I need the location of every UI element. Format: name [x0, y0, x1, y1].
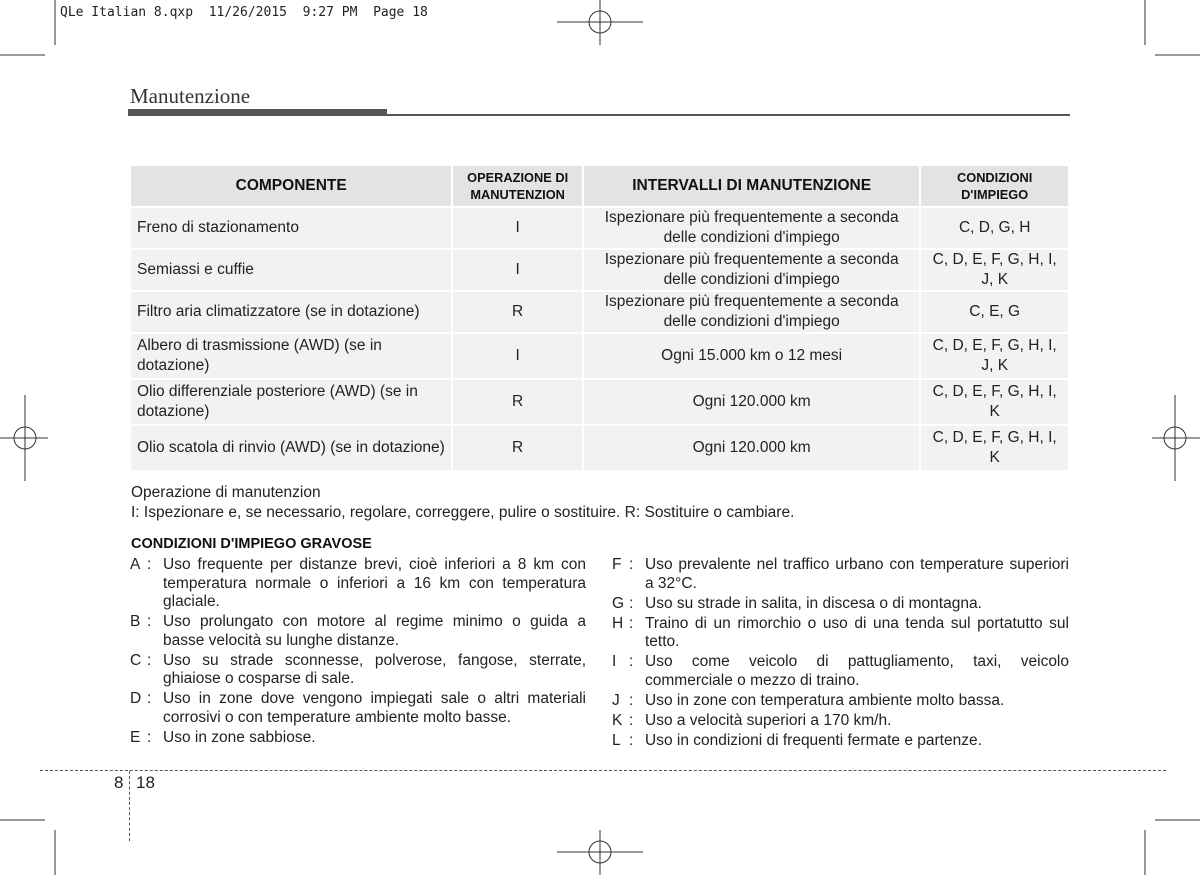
list-item: E : Uso in zone sabbiose.	[130, 729, 586, 748]
legend-text: I: Ispezionare e, se necessario, regolare, correggere, pulire o sostituire. R: Sostituire o cambiare.	[131, 504, 795, 521]
table-header-row	[131, 166, 1068, 206]
cell-component: Semiassi e cuffie	[131, 250, 451, 290]
list-item: J : Uso in zone con temperatura ambiente molto bassa.	[612, 692, 1069, 711]
maintenance-table	[129, 164, 1070, 472]
cell-operation: R	[453, 380, 582, 424]
cell-component: Freno di stazionamento	[131, 208, 451, 248]
registration-target-bottom	[557, 830, 643, 875]
legend-heading: Operazione di manutenzion	[131, 484, 321, 501]
cell-operation: I	[453, 208, 582, 248]
cell-interval: Ispezionare più frequentemente a seconda delle condizioni d'impiego	[584, 292, 919, 332]
list-item: G : Uso su strade in salita, in discesa o di montagna.	[612, 595, 1069, 614]
condition-text: Uso a velocità superiori a 170 km/h.	[645, 711, 892, 729]
section-title: Manutenzione	[130, 84, 251, 108]
cell-operation: R	[453, 426, 582, 470]
list-item: H : Traino di un rimorchio o uso di una tenda sul portatutto sul tetto.	[612, 614, 1069, 650]
conditions-list-right	[612, 556, 1069, 752]
list-item: B : Uso prolungato con motore al regime minimo o guida a basse velocità su lunghe distanze.	[130, 613, 586, 649]
list-item: K : Uso a velocità superiori a 170 km/h.	[612, 712, 1069, 731]
cell-component: Filtro aria climatizzatore (se in dotazione)	[131, 292, 451, 332]
condition-letter: I	[612, 653, 617, 670]
cell-operation: I	[453, 334, 582, 378]
condition-letter: C	[130, 651, 142, 669]
list-item: F : Uso prevalente nel traffico urbano con temperature superiori a 32°C.	[612, 556, 1069, 592]
condition-text: Uso prolungato con motore al regime minimo o guida a basse velocità su lunghe distanze.	[163, 613, 586, 649]
cell-interval: Ispezionare più frequentemente a seconda delle condizioni d'impiego	[584, 208, 919, 248]
list-item: I : Uso come veicolo di pattugliamento, taxi, veicolo commerciale o mezzo di traino.	[612, 653, 1069, 689]
condition-text: Uso su strade sconnesse, polverose, fangose, sterrate, ghiaiose o cosparse di sale.	[163, 651, 586, 687]
footer-vertical-rule	[129, 771, 130, 841]
condition-text: Uso come veicolo di pattugliamento, taxi, veicolo commerciale o mezzo di traino.	[645, 653, 1069, 689]
condition-letter: G	[612, 594, 625, 612]
condition-letter: J	[612, 691, 620, 709]
table-row	[131, 334, 1068, 378]
cell-interval: Ispezionare più frequentemente a seconda delle condizioni d'impiego	[584, 250, 919, 290]
condition-text: Uso prevalente nel traffico urbano con temperature superiori a 32°C.	[645, 556, 1069, 592]
condition-letter: H	[612, 614, 624, 632]
table-row	[131, 426, 1068, 470]
condition-letter: L	[612, 731, 621, 749]
registration-target-left	[0, 395, 48, 481]
table-row	[131, 380, 1068, 424]
condition-letter: K	[612, 711, 623, 729]
cell-component: Olio scatola di rinvio (AWD) (se in dotazione)	[131, 426, 451, 470]
list-item: D : Uso in zone dove vengono impiegati sale o altri materiali corrosivi o con temperature ambiente molto basse.	[130, 690, 586, 726]
table-row	[131, 250, 1068, 290]
header-conditions: CONDIZIONI D'IMPIEGO	[921, 166, 1068, 206]
cell-conditions: C, D, E, F, G, H, I, J, K	[921, 250, 1068, 290]
list-item: A : Uso frequente per distanze brevi, cioè inferiori a 8 km con temperatura normale o inferiori a 16 km con temperatura glaciale.	[130, 556, 586, 610]
cell-operation: R	[453, 292, 582, 332]
page-number: 18	[136, 773, 155, 792]
condition-text: Uso frequente per distanze brevi, cioè inferiori a 8 km con temperatura normale o inferiori a 16 km con temperatura glaciale.	[163, 556, 586, 610]
footer-rule	[40, 770, 1166, 771]
cell-conditions: C, D, E, F, G, H, I, K	[921, 426, 1068, 470]
condition-text: Uso in zone dove vengono impiegati sale o altri materiali corrosivi o con temperature ambiente molto basse.	[163, 690, 586, 726]
table-row	[131, 292, 1068, 332]
condition-text: Uso su strade in salita, in discesa o di montagna.	[645, 594, 982, 612]
condition-letter: A	[130, 556, 141, 573]
cell-conditions: C, E, G	[921, 292, 1068, 332]
condition-letter: B	[130, 613, 141, 630]
cell-operation: I	[453, 250, 582, 290]
list-item: L : Uso in condizioni di frequenti fermate e partenze.	[612, 732, 1069, 751]
condition-letter: E	[130, 728, 141, 746]
header-rule	[128, 114, 1070, 116]
table-row	[131, 208, 1068, 248]
condition-letter: D	[130, 690, 142, 707]
cell-conditions: C, D, G, H	[921, 208, 1068, 248]
cell-conditions: C, D, E, F, G, H, I, J, K	[921, 334, 1068, 378]
registration-target-top	[557, 0, 643, 45]
section-number: 8	[114, 773, 124, 792]
list-item: C : Uso su strade sconnesse, polverose, fangose, sterrate, ghiaiose o cosparse di sale.	[130, 651, 586, 687]
cell-component: Olio differenziale posteriore (AWD) (se in dotazione)	[131, 380, 451, 424]
header-operation: OPERAZIONE DI MANUTENZION	[453, 166, 582, 206]
cell-component: Albero di trasmissione (AWD) (se in dotazione)	[131, 334, 451, 378]
condition-letter: F	[612, 556, 622, 573]
header-component: COMPONENTE	[131, 166, 451, 206]
cell-conditions: C, D, E, F, G, H, I, K	[921, 380, 1068, 424]
condition-text: Uso in condizioni di frequenti fermate e partenze.	[645, 731, 982, 749]
condition-text: Uso in zone con temperatura ambiente molto bassa.	[645, 691, 1005, 709]
cell-interval: Ogni 120.000 km	[584, 380, 919, 424]
condition-text: Traino di un rimorchio o uso di una tenda sul portatutto sul tetto.	[645, 614, 1069, 650]
header-interval: INTERVALLI DI MANUTENZIONE	[584, 166, 919, 206]
cell-interval: Ogni 120.000 km	[584, 426, 919, 470]
print-slug: QLe Italian 8.qxp 11/26/2015 9:27 PM Page 18	[60, 5, 428, 20]
severe-conditions-title: CONDIZIONI D'IMPIEGO GRAVOSE	[131, 536, 372, 552]
cell-interval: Ogni 15.000 km o 12 mesi	[584, 334, 919, 378]
conditions-list-left	[130, 556, 586, 749]
registration-target-right	[1152, 395, 1200, 481]
condition-text: Uso in zone sabbiose.	[163, 728, 316, 746]
